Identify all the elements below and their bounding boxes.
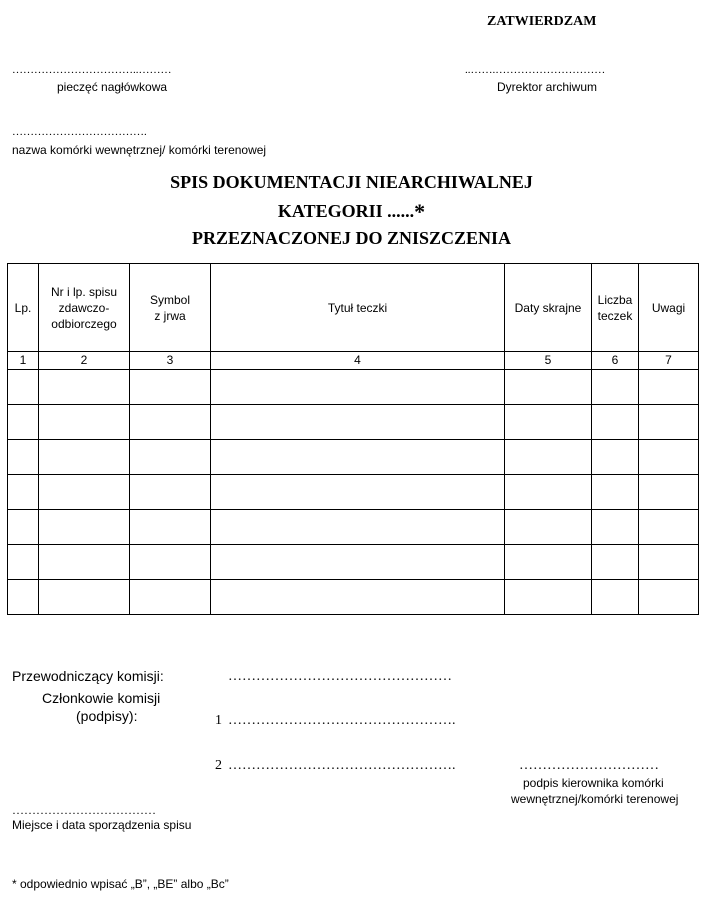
table-cell bbox=[39, 545, 130, 580]
document-title-line-1: SPIS DOKUMENTACJI NIEARCHIWALNEJ bbox=[170, 172, 533, 192]
table-cell bbox=[130, 545, 211, 580]
table-cell bbox=[505, 580, 592, 615]
unit-label: nazwa komórki wewnętrznej/ komórki terenowej bbox=[12, 143, 267, 157]
table-cell bbox=[639, 405, 699, 440]
table-cell bbox=[39, 475, 130, 510]
table-column-numbers-row bbox=[8, 352, 699, 370]
table-row bbox=[8, 405, 699, 440]
member-1-signature-line: …………………………………………. bbox=[228, 713, 456, 728]
table-row bbox=[8, 580, 699, 615]
table-row bbox=[8, 545, 699, 580]
column-number-3: 3 bbox=[130, 352, 211, 370]
table-cell bbox=[130, 440, 211, 475]
category-footnote-star: * bbox=[414, 199, 426, 224]
column-header-4: Tytuł teczki bbox=[211, 264, 505, 352]
table-cell bbox=[639, 370, 699, 405]
table-row bbox=[8, 475, 699, 510]
table-cell bbox=[211, 405, 505, 440]
table-cell bbox=[39, 440, 130, 475]
member-1-number: 1 bbox=[215, 713, 222, 728]
head-signature-label: podpis kierownika komórki bbox=[523, 776, 664, 790]
table-cell bbox=[639, 475, 699, 510]
table-cell bbox=[8, 440, 39, 475]
category-footnote: * odpowiednio wpisać „B”, „BE” albo „Bc” bbox=[12, 877, 229, 891]
director-dotted-line: ..…….………………………… bbox=[465, 64, 606, 76]
table-cell bbox=[39, 405, 130, 440]
table-cell bbox=[8, 405, 39, 440]
column-header-1: Lp. bbox=[8, 264, 39, 352]
table-cell bbox=[8, 370, 39, 405]
table-cell bbox=[130, 405, 211, 440]
table-cell bbox=[639, 510, 699, 545]
column-header-2: Nr i lp. spisu zdawczo- odbiorczego bbox=[39, 264, 130, 352]
column-number-1: 1 bbox=[8, 352, 39, 370]
stamp-dotted-line: ……………………………..……… bbox=[12, 64, 172, 76]
head-signature-label-unit: wewnętrznej/komórki terenowej bbox=[511, 792, 679, 806]
director-label: Dyrektor archiwum bbox=[497, 80, 598, 94]
stamp-label: pieczęć nagłówkowa bbox=[57, 80, 168, 94]
table-cell bbox=[8, 545, 39, 580]
place-date-label: Miejsce i data sporządzenia spisu bbox=[12, 818, 192, 832]
head-signature-line: ………………………… bbox=[519, 758, 659, 773]
table-cell bbox=[592, 510, 639, 545]
table-row bbox=[8, 440, 699, 475]
column-number-4: 4 bbox=[211, 352, 505, 370]
table-cell bbox=[505, 475, 592, 510]
table-cell bbox=[130, 370, 211, 405]
table-cell bbox=[211, 580, 505, 615]
table-cell bbox=[505, 545, 592, 580]
members-label-signatures: (podpisy): bbox=[76, 708, 138, 724]
table-header-row bbox=[8, 264, 699, 352]
table-cell bbox=[211, 440, 505, 475]
column-number-2: 2 bbox=[39, 352, 130, 370]
member-2-number: 2 bbox=[215, 758, 222, 773]
column-number-6: 6 bbox=[592, 352, 639, 370]
table-cell bbox=[505, 370, 592, 405]
table-cell bbox=[130, 580, 211, 615]
table-cell bbox=[505, 405, 592, 440]
table-cell bbox=[505, 510, 592, 545]
table-cell bbox=[211, 510, 505, 545]
column-header-5: Daty skrajne bbox=[505, 264, 592, 352]
table-row bbox=[8, 510, 699, 545]
table-cell bbox=[39, 510, 130, 545]
table-cell bbox=[592, 545, 639, 580]
column-number-7: 7 bbox=[639, 352, 699, 370]
table-cell bbox=[592, 440, 639, 475]
table-cell bbox=[8, 580, 39, 615]
table-cell bbox=[592, 370, 639, 405]
column-header-7: Uwagi bbox=[639, 264, 699, 352]
column-number-5: 5 bbox=[505, 352, 592, 370]
table-cell bbox=[211, 475, 505, 510]
table-cell bbox=[211, 545, 505, 580]
table-cell bbox=[592, 580, 639, 615]
table-cell bbox=[130, 510, 211, 545]
table-cell bbox=[39, 370, 130, 405]
member-2-signature-line: …………………………………………. bbox=[228, 758, 456, 773]
table-row bbox=[8, 370, 699, 405]
approval-heading: ZATWIERDZAM bbox=[487, 14, 597, 29]
table-cell bbox=[8, 475, 39, 510]
chair-label: Przewodniczący komisji: bbox=[12, 668, 164, 684]
table-cell bbox=[8, 510, 39, 545]
table-cell bbox=[639, 440, 699, 475]
unit-dotted-line: ………………………………. bbox=[12, 126, 147, 138]
place-date-line: ……………………………… bbox=[12, 803, 156, 817]
category-placeholder: KATEGORII ...... bbox=[277, 201, 415, 221]
table-cell bbox=[592, 475, 639, 510]
table-cell bbox=[211, 370, 505, 405]
disposal-list-table bbox=[7, 263, 699, 615]
chair-signature-line: ………………………………………… bbox=[228, 669, 452, 684]
members-label: Członkowie komisji bbox=[42, 690, 161, 706]
table-cell bbox=[130, 475, 211, 510]
document-title-line-2 bbox=[0, 199, 703, 225]
table-cell bbox=[592, 405, 639, 440]
column-header-6: Liczba teczek bbox=[592, 264, 639, 352]
document-title-line-3: PRZEZNACZONEJ DO ZNISZCZENIA bbox=[191, 228, 512, 248]
table-cell bbox=[505, 440, 592, 475]
table-cell bbox=[639, 545, 699, 580]
column-header-3: Symbol z jrwa bbox=[130, 264, 211, 352]
table-cell bbox=[639, 580, 699, 615]
table-cell bbox=[39, 580, 130, 615]
